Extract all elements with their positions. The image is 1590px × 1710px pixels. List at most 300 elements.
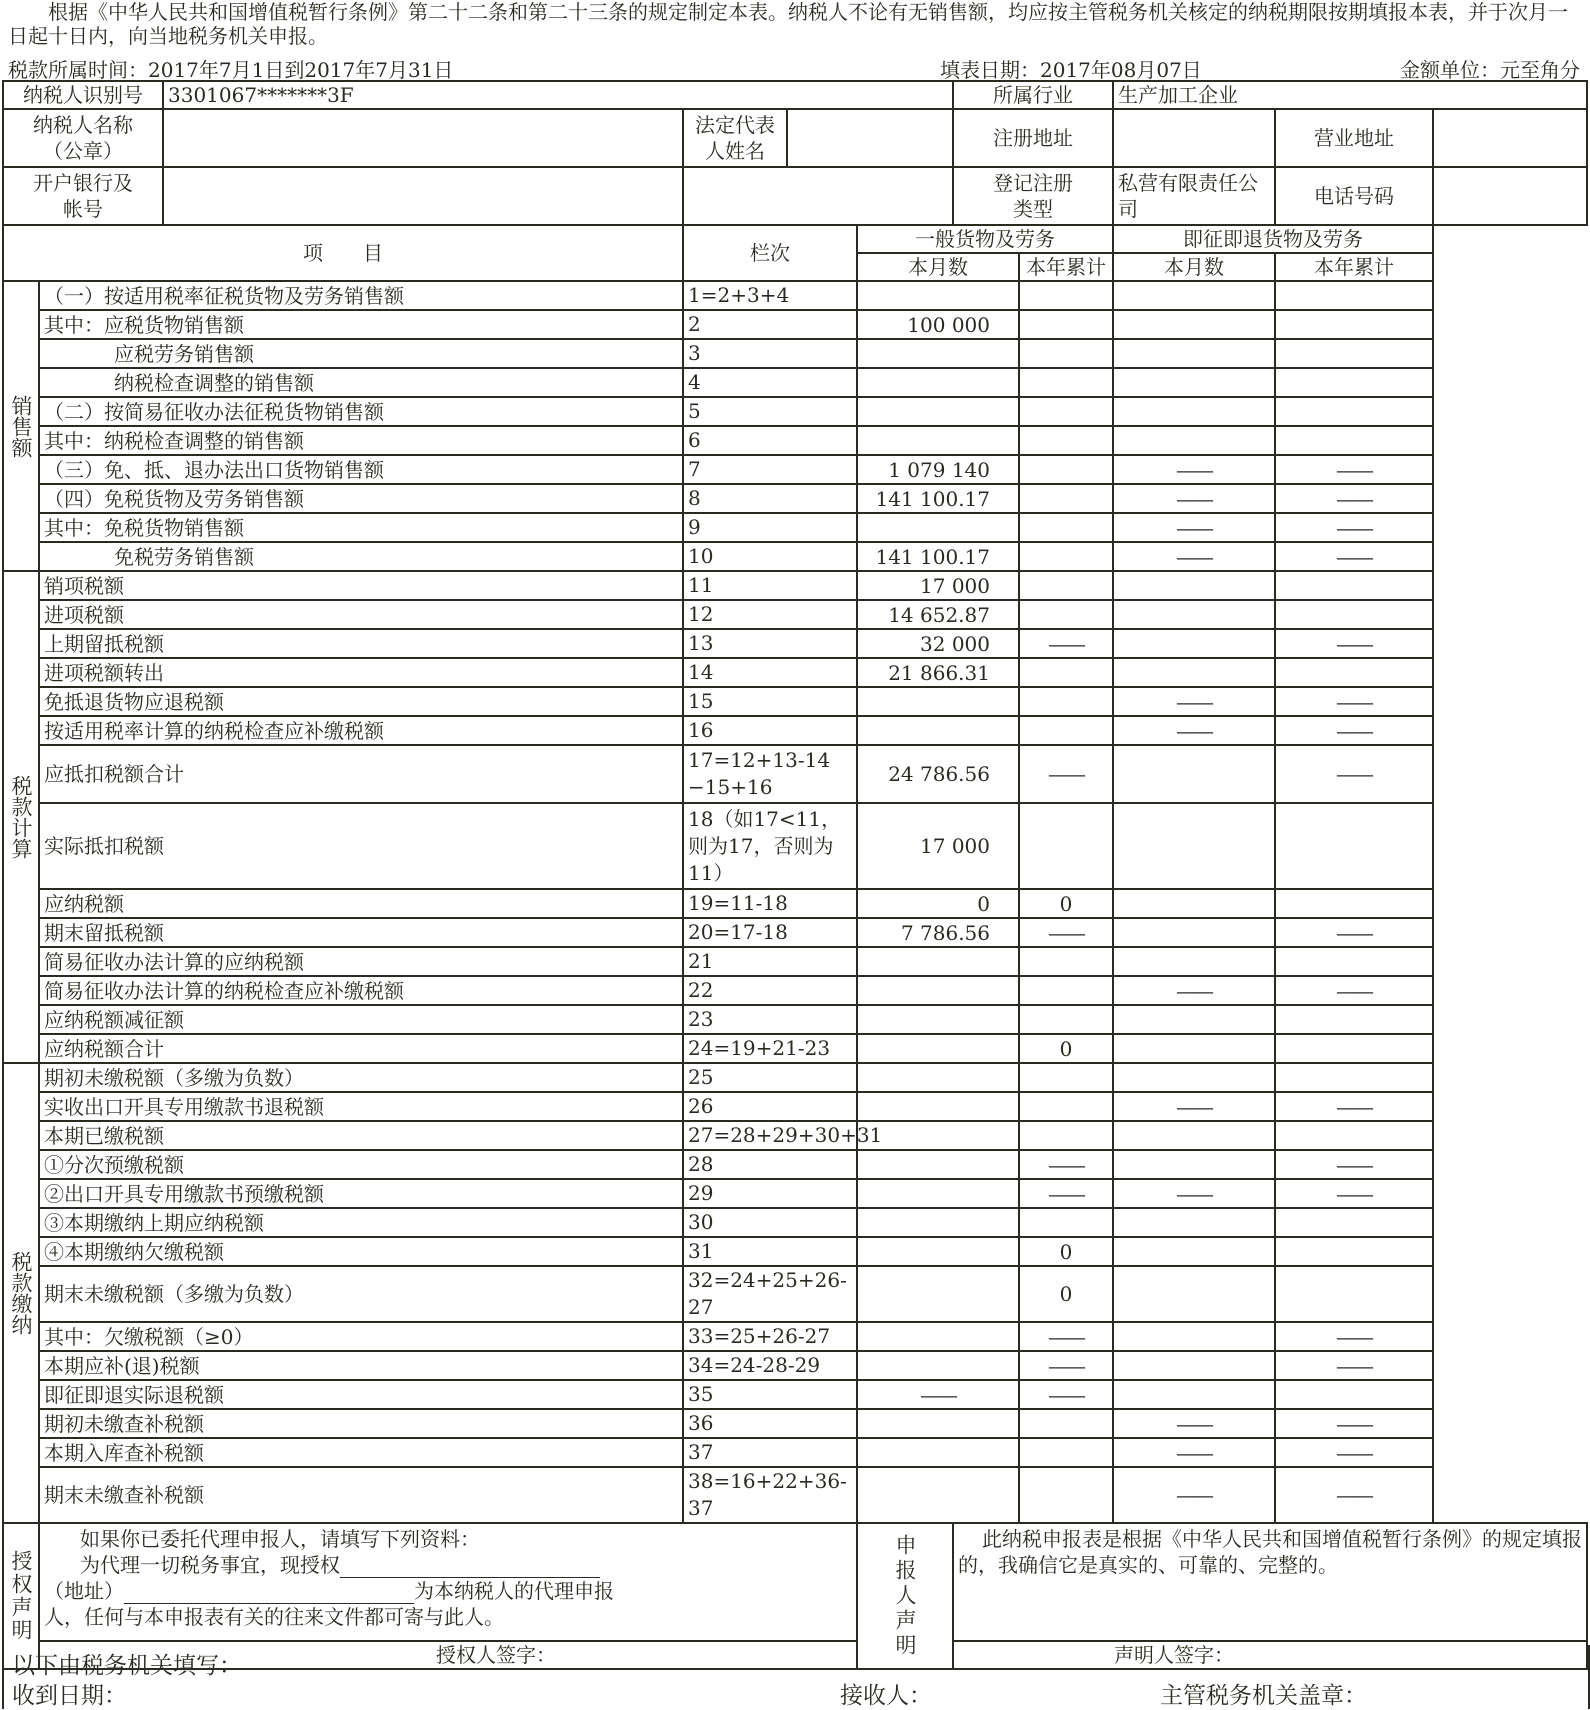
cell-general-month[interactable]: 1 079 140	[857, 455, 1019, 484]
office-seal[interactable]: 主管税务机关盖章：	[1160, 1683, 1367, 1709]
cell-general-month[interactable]	[857, 368, 1019, 397]
cell-general-month[interactable]: ——	[857, 1380, 1019, 1409]
row-item-label: 本期已缴税额	[39, 1121, 683, 1150]
table-row	[3, 571, 1587, 600]
table-row	[3, 1179, 1587, 1208]
row-col-number: 24=19+21-23	[683, 1034, 857, 1063]
cell-immediate-year[interactable]: ——	[1275, 1467, 1433, 1523]
table-row	[3, 484, 1587, 513]
cell-immediate-month[interactable]: ——	[1113, 976, 1275, 1005]
cell-immediate-month[interactable]	[1113, 918, 1275, 947]
cell-general-year[interactable]	[1019, 976, 1113, 1005]
table-row	[3, 339, 1587, 368]
row-item-label: 免抵退货物应退税额	[39, 687, 683, 716]
cell-general-year[interactable]: ——	[1019, 1322, 1113, 1351]
row-col-number: 36	[683, 1409, 857, 1438]
row-col-number: 18（如17<11，则为17，否则为11）	[683, 803, 857, 889]
cell-immediate-month[interactable]	[1113, 1237, 1275, 1266]
cell-immediate-year[interactable]: ——	[1275, 1409, 1433, 1438]
bank-account-field[interactable]	[163, 167, 683, 225]
cell-immediate-year[interactable]: ——	[1275, 1438, 1433, 1467]
cell-general-month[interactable]	[857, 1063, 1019, 1092]
cell-immediate-month[interactable]	[1113, 889, 1275, 918]
cell-immediate-year[interactable]	[1275, 803, 1433, 889]
table-row	[3, 803, 1587, 889]
cell-immediate-month[interactable]	[1113, 1121, 1275, 1150]
cell-general-month[interactable]	[857, 1467, 1019, 1523]
info-row-1	[3, 81, 1587, 109]
row-col-number: 13	[683, 629, 857, 658]
row-item-label: 期初未缴税额（多缴为负数）	[39, 1063, 683, 1092]
auth-line-4: 人，任何与本申报表有关的往来文件都可寄与此人。	[44, 1605, 504, 1629]
row-col-number: 20=17-18	[683, 918, 857, 947]
cell-general-month[interactable]	[857, 1034, 1019, 1063]
col-header: 栏次	[683, 225, 857, 281]
phone-field[interactable]	[1433, 167, 1587, 225]
cell-general-year[interactable]: 0	[1019, 1237, 1113, 1266]
cell-general-year[interactable]	[1019, 339, 1113, 368]
header-row-1	[3, 225, 1587, 253]
cell-general-month[interactable]	[857, 1438, 1019, 1467]
table-row	[3, 1266, 1587, 1322]
row-item-label: 本期应补(退)税额	[39, 1351, 683, 1380]
cell-general-year[interactable]: ——	[1019, 1179, 1113, 1208]
cell-immediate-year[interactable]	[1275, 1237, 1433, 1266]
row-col-number: 31	[683, 1237, 857, 1266]
cell-immediate-year[interactable]	[1275, 889, 1433, 918]
table-row	[3, 716, 1587, 745]
amount-unit: 金额单位：元至角分	[1400, 58, 1580, 82]
row-item-label: 纳税检查调整的销售额	[39, 368, 683, 397]
cell-immediate-month[interactable]	[1113, 803, 1275, 889]
cell-immediate-month[interactable]	[1113, 1063, 1275, 1092]
row-item-label: 期末未缴税额（多缴为负数）	[39, 1266, 683, 1322]
cell-general-month[interactable]	[857, 1005, 1019, 1034]
table-row	[3, 1467, 1587, 1523]
cell-general-year[interactable]	[1019, 426, 1113, 455]
row-item-label: 进项税额	[39, 600, 683, 629]
table-row	[3, 1380, 1587, 1409]
cell-general-year[interactable]	[1019, 1467, 1113, 1523]
cell-immediate-month[interactable]	[1113, 600, 1275, 629]
row-item-label: 简易征收办法计算的纳税检查应补缴税额	[39, 976, 683, 1005]
row-col-number: 17=12+13-14 −15+16	[683, 745, 857, 803]
cell-general-month[interactable]: 14 652.87	[857, 600, 1019, 629]
receiver[interactable]: 接收人：	[840, 1683, 932, 1709]
row-col-number: 25	[683, 1063, 857, 1092]
table-row	[3, 542, 1587, 571]
cell-immediate-year[interactable]	[1275, 368, 1433, 397]
table-row	[3, 1121, 1587, 1150]
cell-general-year[interactable]: 0	[1019, 889, 1113, 918]
table-row	[3, 1092, 1587, 1121]
row-item-label: 应抵扣税额合计	[39, 745, 683, 803]
cell-immediate-year[interactable]	[1275, 1121, 1433, 1150]
row-col-number: 28	[683, 1150, 857, 1179]
taxpayer-id-field[interactable]: 3301067*******3F	[163, 81, 953, 109]
cell-immediate-year[interactable]	[1275, 397, 1433, 426]
row-col-number: 3	[683, 339, 857, 368]
cell-general-month[interactable]	[857, 1237, 1019, 1266]
row-item-label: ②出口开具专用缴款书预缴税额	[39, 1179, 683, 1208]
cell-general-month[interactable]	[857, 426, 1019, 455]
table-row	[3, 745, 1587, 803]
cell-immediate-year[interactable]: ——	[1275, 542, 1433, 571]
cell-general-year[interactable]	[1019, 687, 1113, 716]
row-col-number: 38=16+22+36-37	[683, 1467, 857, 1523]
cell-immediate-year[interactable]	[1275, 1380, 1433, 1409]
cell-general-year[interactable]: ——	[1019, 1351, 1113, 1380]
row-item-label: 期初未缴查补税额	[39, 1409, 683, 1438]
row-item-label: 应纳税额合计	[39, 1034, 683, 1063]
row-item-label: （二）按简易征收办法征税货物销售额	[39, 397, 683, 426]
cell-general-year[interactable]	[1019, 600, 1113, 629]
row-col-number: 22	[683, 976, 857, 1005]
cell-immediate-year[interactable]: ——	[1275, 1150, 1433, 1179]
cell-general-month[interactable]	[857, 1208, 1019, 1237]
cell-immediate-year[interactable]	[1275, 310, 1433, 339]
legal-rep-label: 法定代表 人姓名	[683, 109, 787, 167]
row-col-number: 4	[683, 368, 857, 397]
cell-general-month[interactable]: 32 000	[857, 629, 1019, 658]
table-row	[3, 918, 1587, 947]
cell-general-month[interactable]: 0	[857, 889, 1019, 918]
cell-immediate-month[interactable]: ——	[1113, 687, 1275, 716]
cell-immediate-month[interactable]: ——	[1113, 542, 1275, 571]
cell-general-month[interactable]	[857, 281, 1019, 310]
cell-immediate-month[interactable]	[1113, 629, 1275, 658]
tax-office-section	[2, 1645, 1590, 1709]
cell-general-year[interactable]	[1019, 571, 1113, 600]
row-item-label: 期末留抵税额	[39, 918, 683, 947]
row-item-label: 实收出口开具专用缴款书退税额	[39, 1092, 683, 1121]
row-item-label: 进项税额转出	[39, 658, 683, 687]
industry-label: 所属行业	[953, 81, 1113, 109]
cell-general-year[interactable]: 0	[1019, 1034, 1113, 1063]
row-item-label: 其中：免税货物销售额	[39, 513, 683, 542]
cell-general-month[interactable]	[857, 687, 1019, 716]
cell-immediate-month[interactable]	[1113, 745, 1275, 803]
cell-general-month[interactable]	[857, 397, 1019, 426]
table-row	[3, 281, 1587, 310]
row-item-label: 其中：应税货物销售额	[39, 310, 683, 339]
cell-immediate-month[interactable]	[1113, 1351, 1275, 1380]
cell-general-year[interactable]: 0	[1019, 1266, 1113, 1322]
row-item-label: 应税劳务销售额	[39, 339, 683, 368]
cell-immediate-year[interactable]: ——	[1275, 629, 1433, 658]
auth-statement	[39, 1523, 857, 1641]
cell-general-year[interactable]	[1019, 1092, 1113, 1121]
cell-general-year[interactable]	[1019, 1121, 1113, 1150]
table-row	[3, 1237, 1587, 1266]
cell-immediate-month[interactable]: ——	[1113, 484, 1275, 513]
taxpayer-id-label: 纳税人识别号	[3, 81, 163, 109]
row-col-number: 26	[683, 1092, 857, 1121]
cell-immediate-month[interactable]: ——	[1113, 1438, 1275, 1467]
row-col-number: 37	[683, 1438, 857, 1467]
cell-general-year[interactable]	[1019, 1005, 1113, 1034]
cell-immediate-month[interactable]: ——	[1113, 1409, 1275, 1438]
cell-general-year[interactable]: ——	[1019, 745, 1113, 803]
cell-general-year[interactable]	[1019, 1409, 1113, 1438]
cell-immediate-year[interactable]	[1275, 1266, 1433, 1322]
cell-general-year[interactable]	[1019, 1438, 1113, 1467]
table-row	[3, 368, 1587, 397]
cell-immediate-month[interactable]	[1113, 571, 1275, 600]
reg-address-field[interactable]	[1113, 109, 1275, 167]
table-row	[3, 947, 1587, 976]
cell-immediate-month[interactable]	[1113, 1208, 1275, 1237]
table-row	[3, 1438, 1587, 1467]
cell-immediate-month[interactable]	[1113, 1150, 1275, 1179]
table-row	[3, 310, 1587, 339]
item-header: 项 目	[3, 225, 683, 281]
row-col-number: 10	[683, 542, 857, 571]
biz-address-field[interactable]	[1433, 109, 1587, 167]
cell-general-month[interactable]: 17 000	[857, 803, 1019, 889]
row-item-label: 实际抵扣税额	[39, 803, 683, 889]
legal-rep-field[interactable]	[787, 109, 953, 167]
cell-immediate-month[interactable]	[1113, 947, 1275, 976]
cell-general-year[interactable]	[1019, 397, 1113, 426]
cell-immediate-year[interactable]: ——	[1275, 1322, 1433, 1351]
cell-general-month[interactable]: 21 866.31	[857, 658, 1019, 687]
cell-general-year[interactable]	[1019, 803, 1113, 889]
row-col-number: 12	[683, 600, 857, 629]
row-item-label: 免税劳务销售额	[39, 542, 683, 571]
row-item-label: 上期留抵税额	[39, 629, 683, 658]
row-col-number: 35	[683, 1380, 857, 1409]
table-row	[3, 1150, 1587, 1179]
cell-immediate-year[interactable]: ——	[1275, 918, 1433, 947]
cell-general-month[interactable]	[857, 1266, 1019, 1322]
cell-immediate-month[interactable]: ——	[1113, 513, 1275, 542]
cell-immediate-year[interactable]	[1275, 1208, 1433, 1237]
cell-general-month[interactable]	[857, 513, 1019, 542]
cell-general-month[interactable]: 7 786.56	[857, 918, 1019, 947]
section-label-pay	[3, 1063, 39, 1523]
bank-account-label: 开户银行及 帐号	[3, 167, 163, 225]
cell-general-year[interactable]	[1019, 542, 1113, 571]
row-item-label: 本期入库查补税额	[39, 1438, 683, 1467]
cell-immediate-year[interactable]: ——	[1275, 455, 1433, 484]
auth-signature[interactable]: 授权人签字：	[39, 1641, 857, 1669]
reg-type-field[interactable]: 私营有限责任公司	[1113, 167, 1275, 225]
auth-line-3: （地址） 为本纳税人的代理申报	[44, 1579, 614, 1603]
tax-period: 税款所属时间：2017年7月1日到2017年7月31日	[8, 58, 454, 82]
general-year-header: 本年累计	[1019, 253, 1113, 281]
form-meta	[8, 52, 1580, 80]
received-date[interactable]: 收到日期：	[12, 1683, 127, 1709]
cell-immediate-year[interactable]	[1275, 571, 1433, 600]
cell-general-month[interactable]: 141 100.17	[857, 542, 1019, 571]
declare-statement: 此纳税申报表是根据《中华人民共和国增值税暂行条例》的规定填报的，我确信它是真实的、可靠的、完整的。	[953, 1523, 1587, 1641]
general-month-header: 本月数	[857, 253, 1019, 281]
cell-immediate-month[interactable]	[1113, 658, 1275, 687]
taxpayer-name-label: 纳税人名称 （公章）	[3, 109, 163, 167]
auth-line-1: 如果你已委托代理申报人，请填写下列资料：	[80, 1527, 480, 1551]
cell-immediate-year[interactable]: ——	[1275, 1092, 1433, 1121]
cell-general-month[interactable]	[857, 1351, 1019, 1380]
row-col-number: 27=28+29+30+31	[683, 1121, 857, 1150]
cell-immediate-year[interactable]: ——	[1275, 484, 1433, 513]
cell-immediate-year[interactable]	[1275, 600, 1433, 629]
table-row	[3, 1208, 1587, 1237]
bank-account-field-2[interactable]	[683, 167, 953, 225]
cell-immediate-month[interactable]	[1113, 339, 1275, 368]
cell-immediate-year[interactable]: ——	[1275, 687, 1433, 716]
cell-general-year[interactable]: ——	[1019, 918, 1113, 947]
cell-immediate-month[interactable]	[1113, 1005, 1275, 1034]
row-item-label: 即征即退实际退税额	[39, 1380, 683, 1409]
cell-immediate-year[interactable]	[1275, 339, 1433, 368]
table-row	[3, 513, 1587, 542]
cell-general-year[interactable]	[1019, 310, 1113, 339]
tax-office-title: 以下由税务机关填写：	[12, 1653, 242, 1679]
cell-immediate-month[interactable]	[1113, 310, 1275, 339]
row-col-number: 30	[683, 1208, 857, 1237]
row-item-label: 简易征收办法计算的应纳税额	[39, 947, 683, 976]
cell-general-month[interactable]	[857, 976, 1019, 1005]
row-item-label: 期末未缴查补税额	[39, 1467, 683, 1523]
cell-immediate-year[interactable]	[1275, 1034, 1433, 1063]
biz-address-label: 营业地址	[1275, 109, 1433, 167]
row-item-label: （四）免税货物及劳务销售额	[39, 484, 683, 513]
phone-label: 电话号码	[1275, 167, 1433, 225]
table-row	[3, 1322, 1587, 1351]
row-item-label: 应纳税额	[39, 889, 683, 918]
row-item-label: 其中：纳税检查调整的销售额	[39, 426, 683, 455]
cell-general-year[interactable]	[1019, 1063, 1113, 1092]
table-row	[3, 658, 1587, 687]
cell-general-month[interactable]: 17 000	[857, 571, 1019, 600]
cell-general-year[interactable]	[1019, 455, 1113, 484]
table-row	[3, 629, 1587, 658]
row-col-number: 23	[683, 1005, 857, 1034]
cell-immediate-month[interactable]: ——	[1113, 1467, 1275, 1523]
cell-immediate-month[interactable]	[1113, 1034, 1275, 1063]
cell-immediate-year[interactable]: ——	[1275, 1179, 1433, 1208]
general-goods-header: 一般货物及劳务	[857, 225, 1113, 253]
cell-immediate-year[interactable]	[1275, 1063, 1433, 1092]
cell-general-year[interactable]: ——	[1019, 1380, 1113, 1409]
cell-general-month[interactable]: 24 786.56	[857, 745, 1019, 803]
cell-general-year[interactable]	[1019, 947, 1113, 976]
cell-immediate-month[interactable]	[1113, 1322, 1275, 1351]
taxpayer-name-field[interactable]	[163, 109, 683, 167]
cell-general-month[interactable]	[857, 1092, 1019, 1121]
cell-general-year[interactable]	[1019, 513, 1113, 542]
row-item-label: （一）按适用税率征税货物及劳务销售额	[39, 281, 683, 310]
table-row	[3, 1351, 1587, 1380]
vat-return-table	[2, 80, 1588, 1670]
cell-general-month[interactable]	[857, 1179, 1019, 1208]
row-col-number: 11	[683, 571, 857, 600]
cell-immediate-month[interactable]	[1113, 426, 1275, 455]
cell-general-month[interactable]: 141 100.17	[857, 484, 1019, 513]
cell-general-year[interactable]	[1019, 1208, 1113, 1237]
cell-immediate-year[interactable]: ——	[1275, 1351, 1433, 1380]
cell-immediate-month[interactable]	[1113, 368, 1275, 397]
row-col-number: 7	[683, 455, 857, 484]
cell-general-year[interactable]	[1019, 658, 1113, 687]
cell-immediate-month[interactable]	[1113, 1380, 1275, 1409]
row-col-number: 16	[683, 716, 857, 745]
row-col-number: 34=24-28-29	[683, 1351, 857, 1380]
cell-immediate-year[interactable]: ——	[1275, 976, 1433, 1005]
cell-general-year[interactable]: ——	[1019, 629, 1113, 658]
cell-immediate-month[interactable]: ——	[1113, 455, 1275, 484]
fill-date: 填表日期：2017年08月07日	[940, 58, 1202, 82]
immediate-year-header: 本年累计	[1275, 253, 1433, 281]
cell-immediate-year[interactable]: ——	[1275, 716, 1433, 745]
cell-general-month[interactable]	[857, 1150, 1019, 1179]
cell-general-month[interactable]	[857, 339, 1019, 368]
row-item-label: ③本期缴纳上期应纳税额	[39, 1208, 683, 1237]
section-label-calc	[3, 571, 39, 1063]
table-row	[3, 1409, 1587, 1438]
cell-immediate-month[interactable]	[1113, 397, 1275, 426]
cell-immediate-month[interactable]: ——	[1113, 716, 1275, 745]
cell-immediate-year[interactable]	[1275, 658, 1433, 687]
immediate-refund-header: 即征即退货物及劳务	[1113, 225, 1433, 253]
row-item-label: 按适用税率计算的纳税检查应补缴税额	[39, 716, 683, 745]
section-label-text: 税款计算	[9, 775, 33, 859]
cell-immediate-year[interactable]: ——	[1275, 745, 1433, 803]
cell-immediate-year[interactable]	[1275, 1005, 1433, 1034]
row-col-number: 29	[683, 1179, 857, 1208]
auth-line-2: 为代理一切税务事宜，现授权	[44, 1552, 852, 1578]
cell-general-month[interactable]: 100 000	[857, 310, 1019, 339]
cell-general-month[interactable]	[857, 1409, 1019, 1438]
table-row	[3, 889, 1587, 918]
table-row	[3, 976, 1587, 1005]
cell-immediate-month[interactable]	[1113, 1266, 1275, 1322]
cell-general-year[interactable]	[1019, 281, 1113, 310]
declare-signature[interactable]: 声明人签字：	[953, 1641, 1587, 1669]
table-row	[3, 600, 1587, 629]
row-item-label: 销项税额	[39, 571, 683, 600]
agent-address-blank[interactable]	[124, 1583, 414, 1604]
cell-general-year[interactable]	[1019, 484, 1113, 513]
row-col-number: 8	[683, 484, 857, 513]
info-row-2	[3, 109, 1587, 167]
cell-immediate-year[interactable]	[1275, 281, 1433, 310]
cell-general-year[interactable]	[1019, 368, 1113, 397]
cell-immediate-year[interactable]	[1275, 947, 1433, 976]
cell-general-month[interactable]	[857, 1322, 1019, 1351]
table-row	[3, 397, 1587, 426]
row-col-number: 15	[683, 687, 857, 716]
cell-immediate-month[interactable]: ——	[1113, 1092, 1275, 1121]
cell-immediate-year[interactable]: ——	[1275, 513, 1433, 542]
cell-immediate-month[interactable]	[1113, 281, 1275, 310]
cell-general-month[interactable]	[857, 716, 1019, 745]
cell-general-year[interactable]: ——	[1019, 1150, 1113, 1179]
row-item-label: （三）免、抵、退办法出口货物销售额	[39, 455, 683, 484]
cell-immediate-year[interactable]	[1275, 426, 1433, 455]
row-col-number: 21	[683, 947, 857, 976]
table-row	[3, 1005, 1587, 1034]
industry-field[interactable]: 生产加工企业	[1113, 81, 1587, 109]
cell-immediate-month[interactable]: ——	[1113, 1179, 1275, 1208]
declare-side-text: 申报人声明	[893, 1533, 917, 1659]
row-col-number: 2	[683, 310, 857, 339]
agent-name-blank[interactable]	[340, 1557, 600, 1578]
cell-general-month[interactable]	[857, 947, 1019, 976]
row-item-label: ④本期缴纳欠缴税额	[39, 1237, 683, 1266]
cell-general-year[interactable]	[1019, 716, 1113, 745]
